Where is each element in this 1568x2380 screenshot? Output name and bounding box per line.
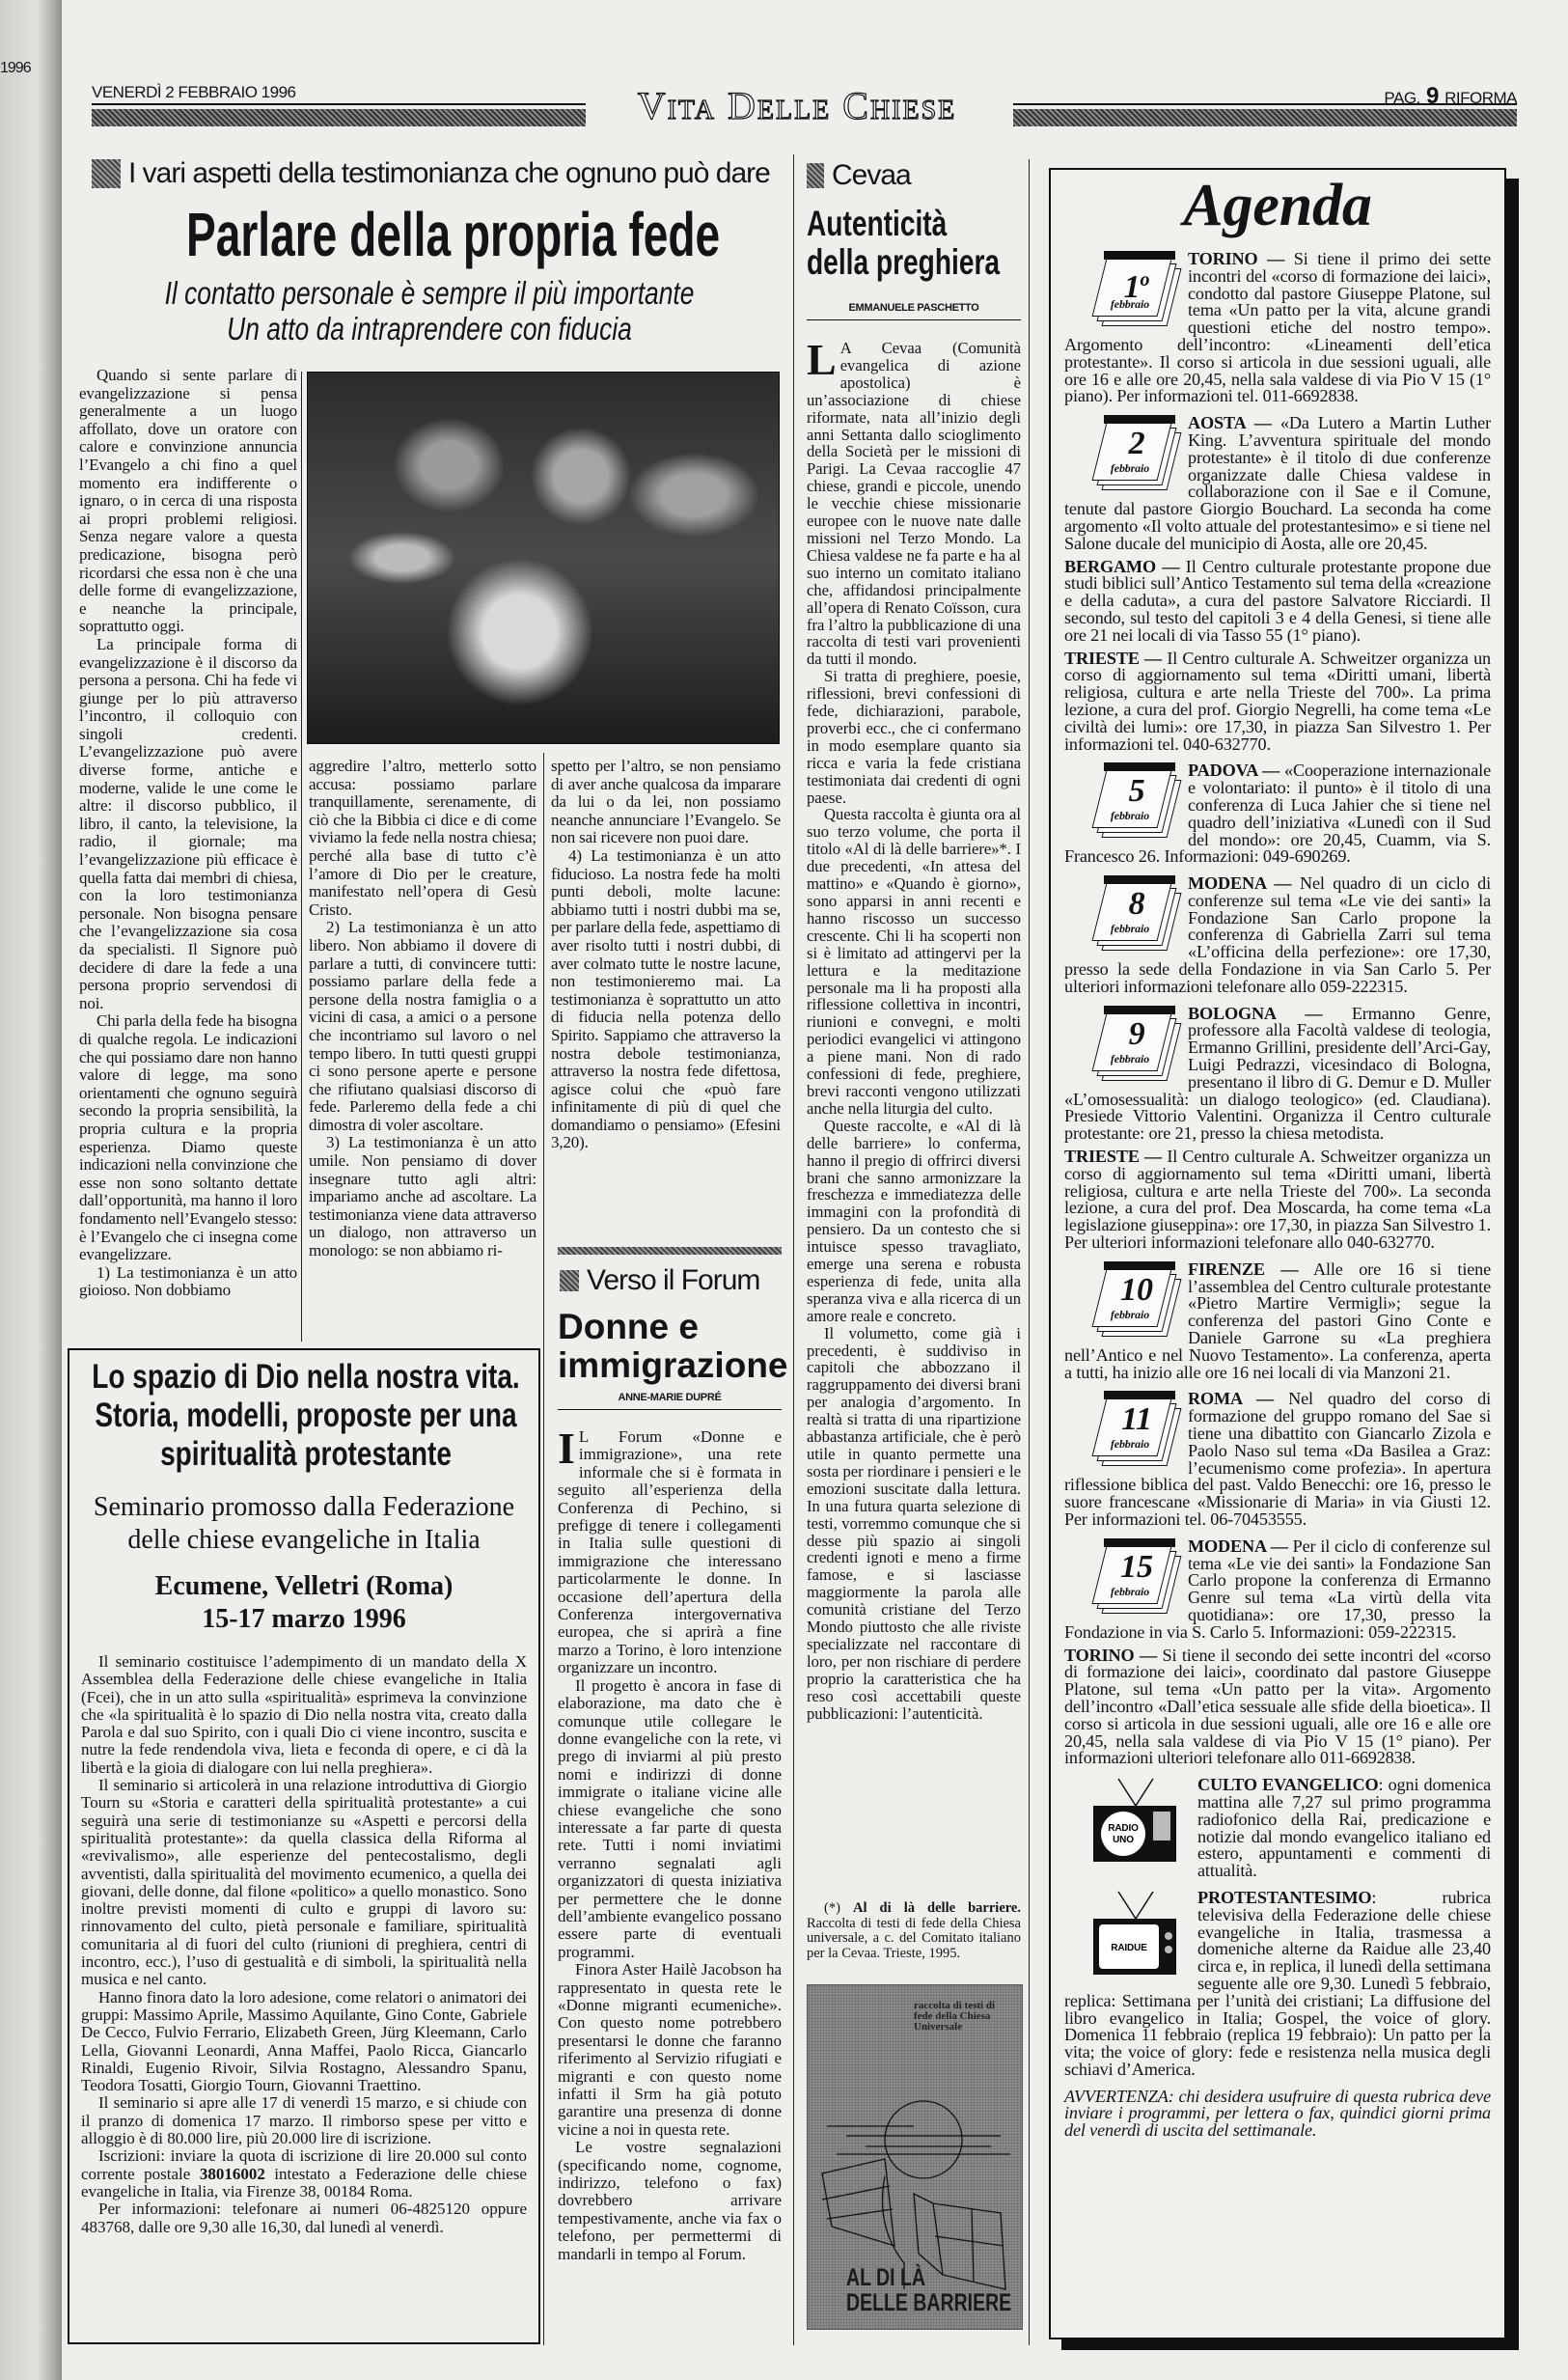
main-article-title: Parlare della propria fede <box>185 200 721 269</box>
paragraph: Queste raccolte, e «Al di là delle barriere» lo conferma, hanno il pregio di offrirci diversi brani che sanno armonizzare la freschezza e immediatezza delle immagini con la profondità di pensiero. Da un contesto che si intuisce spesso travagliato, emerge una serena e robusta esperienza di fede, unita alla speranza viva e alla ricerca di un amore reale e concreto. <box>807 1116 1021 1325</box>
calendar-month: febbraio <box>1110 297 1150 311</box>
paragraph: Il seminario si articolerà in una relazione introduttiva di Giorgio Tourn su «Storia e caratteri della spiritualità protestante» a cui seguirà una serie di testimonianze su «Aspetti e percorsi della spiritualità protestante»: da quella classica della Riforma al «revivalismo», alle esperienze del pentecostalismo, degli avventisti, dalla spiritualità del movimento ecumenico, a quella dei giovani, delle donne, dal filone «politico» a quello monastico. Sono inoltre previsti momenti di culto e gruppi di lavoro su: rinnovamento del culto, pietà personale e familiare, spiritualità comunitaria al di fuori del culto (riunioni di preghiera, centri di incontro, ecc.), l’uso di gestualità e di simboli, la spiritualità nella musica e nel canto. <box>81 1776 527 1989</box>
calendar-ordinal: o <box>1140 269 1150 291</box>
kicker-text: I vari aspetti della testimonianza che ognuno può dare <box>128 157 770 189</box>
adjacent-page-edge <box>0 0 62 2380</box>
calendar-month: febbraio <box>1110 922 1150 936</box>
calendar-day: 9 <box>1128 1015 1145 1052</box>
title-line-2: della preghiera <box>807 242 1001 282</box>
agenda-radio-entry <box>1064 1777 1491 1880</box>
program-name: PROTESTANTESIMO <box>1197 1889 1372 1907</box>
cover-title-line-1: AL DI LÀ <box>846 2264 925 2291</box>
entry-text: Per il ciclo di conferenze sul tema «Le vie dei santi» la Fondazione San Carlo propone la conferenza di Ermanno Genre sul tema «La virtù della vita quotidiana»: ore 17,30, presso la Fondazione in via S. Carlo 5. Informazioni: 059-222315. <box>1064 1537 1491 1642</box>
calendar-month: febbraio <box>1110 1437 1150 1452</box>
paragraph: La principale forma di evangelizzazione è il discorso da persona a persona. Chi ha fede vi giunge per lo più attraverso l’incontro, il colloquio con singoli credenti. L’evangelizzazione può avere diverse forme, antiche e moderne, valide le une come le altre: il discorso pubblico, il libro, il canto, la televisione, la radio, il giornale; ma l’evangelizzazione più efficace è quella fatta dai membri di chiesa, con la loro testimonianza personale. Non bisogna pensare che l’evangelizzazione sia cosa da specialisti. Il Signore può decidere di dare la fede a una persona proprio servendosi di noi. <box>79 634 297 1012</box>
calendar-month: febbraio <box>1110 1584 1150 1598</box>
kicker-text: Cevaa <box>832 159 911 191</box>
tv-logo: RAIDUE <box>1111 1942 1147 1953</box>
entry-text: Il Centro culturale A. Schweitzer organizza un corso di aggiornamento sul tema «Diritti umani, libertà religiosa, cultura e arte nella Trieste del 700». La seconda lezione, a cura del prof. Dea Moscarda, ha come tema «La legislazione giuseppina»: ore 17,30, in piazza San Silvestro 1. Per ulteriori informazioni telefonare allo 040-632770. <box>1064 1148 1491 1252</box>
kicker-square-icon <box>807 163 824 188</box>
radio-uno-tv-icon <box>1091 1777 1184 1866</box>
section-divider-bar <box>558 1247 782 1255</box>
section-title: Vita Delle Chiese <box>637 84 957 127</box>
calendar-icon <box>1080 875 1180 953</box>
paragraph: Finora Aster Hailè Jacobson ha rappresentato in questa rete le «Donne migranti ecumeniche». Con questo nome potrebbero presentarsi le donne che faranno riferimento al Servizio rifugiati e migranti e con questo nome infatti il Srm ha già potuto garantire una presenza di donne vicine a noi in questa rete. <box>558 1960 782 2139</box>
forum-author: ANNE-MARIE DUPRÉ <box>558 1392 782 1410</box>
entry-text: Alle ore 16 si tiene l’assemblea del Centro culturale protestante «Pietro Martire Vermigli»; segue la conferenza del pastori Gino Conte e Daniele Garrone su «La preghiera nell’Antico e nel Nuovo Testamento». La conferenza, aperta a tutti, ha inizio alle ore 16 nei locali di via Manzoni 21. <box>1064 1260 1491 1382</box>
entry-city: MODENA — <box>1188 875 1292 894</box>
calendar-icon <box>1080 1391 1180 1468</box>
paragraph: Hanno finora dato la loro adesione, come relatori o animatori dei gruppi: Massimo Aprile, Massimo Aquilante, Gino Conte, Gabriele De Cecco, Fulvio Ferrario, Elizabeth Green, Jürg Kleemann, Carlo Lella, Giovanni Leonardi, Anna Maffei, Paolo Ricca, Giancarlo Rinaldi, Eugenio Rivoir, Silvia Rostagno, Alessandro Spanu, Teodora Tosatti, Giorgio Tourn, Giovanni Traettino. <box>81 1987 527 2095</box>
paragraph: Si tratta di preghiere, poesie, riflessioni, brevi confessioni di fede, dichiarazioni, parabole, proverbi ecc., che ci confermano in modo esemplare quanto sia ricca e varia la fede cristiana testimoniata dai credenti di ogni paese. <box>807 667 1021 807</box>
agenda-entry <box>1064 875 1491 996</box>
raidue-tv-icon <box>1091 1890 1184 1979</box>
calendar-month: febbraio <box>1110 1051 1150 1065</box>
entry-city: MODENA — <box>1188 1537 1288 1556</box>
drop-cap: I <box>558 1428 575 1473</box>
paragraph: 2) La testimonianza è un atto libero. Non abbiamo il dovere di parlare a tutti, di convincere tutti: possiamo parlare della fede a persone della nostra famiglia o a vicini di casa, a amici o a persone che incontriamo sul lavoro o nel tempo libero. In tutti questi gruppi ci sono persone aperte e persone che rifiutano qualsiasi discorso di fede. Parleremo della fede a chi dimostra di voler ascoltare. <box>309 918 536 1134</box>
calendar-icon <box>1080 1006 1180 1083</box>
page-info <box>1351 83 1517 110</box>
calendar-month: febbraio <box>1110 1307 1150 1321</box>
agenda-entry <box>1064 559 1491 645</box>
forum-title: Donne e immigrazione <box>558 1307 788 1385</box>
calendar-icon <box>1080 1538 1180 1616</box>
paragraph: Il progetto è ancora in fase di elaborazione, ma dato che è comunque utile collegare le donne evangeliche con la rete, vi prego di inviarmi al più presto nomi e indirizzi di donne immigrate o italiane vicine alle chiese evangeliche che sono interessate a far parte di questa rete. Tutti i nomi inviatimi verranno segnalati agli organizzatori di questa iniziativa per permettere che le donne dell’ambiente evangelico possano essere parte di eventuali programmi. <box>558 1675 782 1961</box>
column-rule <box>301 372 302 1342</box>
kicker-square-icon <box>92 159 121 188</box>
paragraph: Il volumetto, come già i precedenti, è suddiviso in capitoli che abbozzano il raggruppamento dei diversi brani per analogia d’argomento. In realtà si tratta di una ripartizione abbastanza artificiale, che è però utile in quanto permette una sosta per riordinare i pensieri e le emozioni suscitate dalla lettura. In una futura quarta selezione di testi, vorremmo comunque che si desse più spazio ai singoli credenti ignoti e meno a firme famose, e si lasciasse maggiormente la parola alle comunità cristiane del Terzo Mondo piuttosto che alle riviste specializzate nel raccontare di loro, per non rischiare di perdere proprio la caratteristica che ha reso così accettabili queste pubblicazioni: l’autenticità. <box>807 1323 1021 1723</box>
paragraph: 4) La testimonianza è un atto fiducioso. La nostra fede ha molti punti deboli, molte lacune: abbiamo tutti i nostri dubbi ma se, per parlare della fede, aspettiamo di aver risolto tutti i nostri dubbi, di aver colmato tutte le nostre lacune, non testimonieremo mai. La testimonianza è soprattutto un atto di fiducia nella potenza dello Spirito. Sappiamo che attraverso la nostra debole testimonianza, attraverso la nostra fede difettosa, agisce colui che «può fare infinitamente di più di quel che domandiamo o pensiamo» (Efesini 3,20). <box>551 845 781 1152</box>
page-label: PAG. <box>1384 89 1420 107</box>
agenda-entry <box>1064 762 1491 866</box>
paragraph: 1) La testimonianza è un atto gioioso. Non dobbiamo <box>79 1262 297 1300</box>
subtitle-line-2: Un atto da intraprendere con fiducia <box>227 311 632 346</box>
radio-logo-line-1: RADIO <box>1108 1823 1139 1835</box>
adjacent-page-year: 1996 <box>0 60 31 76</box>
seminar-dates: 15-17 marzo 1996 <box>202 1604 406 1634</box>
main-article-subtitle <box>159 275 700 346</box>
entry-text: Il Centro culturale A. Schweitzer organizza un corso di aggiornamento sul tema «Diritti umani, libertà religiosa, cultura e arte nella Trieste del 700». La prima lezione, a cura del prof. Giorgio Negrelli, ha come tema «Le civiltà dei lumi»: ore 17,30, in piazza San Silvestro 1. Per informazioni tel. 040-632770. <box>1064 650 1491 754</box>
entry-city: BERGAMO — <box>1064 558 1180 576</box>
entry-city: TRIESTE — <box>1064 1148 1163 1167</box>
enrollment-paragraph <box>81 2147 527 2200</box>
program-name: CULTO EVANGELICO <box>1197 1777 1379 1795</box>
footnote-mark: (*) <box>824 1901 853 1916</box>
paragraph: spetto per l’altro, se non pensiamo di aver anche qualcosa da imparare da lui o da lei, non possiamo neanche annunciare l’Evangelo. Se non sai ricevere non puoi dare. <box>551 758 781 847</box>
paragraph: 3) La testimonianza è un atto umile. Non pensiamo di dover insegnare tutto agli altri: impariamo anche ad ascoltare. La testimonianza viene data attraverso un dialogo, non attraverso un monologo: se non abbiamo ri- <box>309 1133 536 1260</box>
agenda-entry <box>1064 1148 1491 1252</box>
main-article-kicker <box>92 157 770 190</box>
enrollment-text: intestato a Federazione delle chiese evangeliche in Italia, via Firenze 38, 00184 Roma. <box>81 2164 527 2200</box>
main-article-column-1 <box>79 367 297 1343</box>
calendar-month: febbraio <box>1110 461 1150 476</box>
photo-family-reading <box>307 372 780 744</box>
calendar-icon <box>1080 415 1180 492</box>
agenda-entry <box>1064 1006 1491 1143</box>
book-cover-image <box>807 1984 1023 2330</box>
calendar-icon <box>1080 762 1180 840</box>
cover-subtitle: raccolta di testi di fede della Chiesa Universale <box>914 2000 996 2033</box>
cevaa-kicker <box>807 159 911 192</box>
seminar-announcement-box <box>68 1348 540 2344</box>
agenda-tv-entry <box>1064 1890 1491 2079</box>
agenda-entry <box>1064 1647 1491 1768</box>
entry-text: Ermanno Genre, professore alla Facoltà valdese di teologia, Ermanno Grillini, presidente dell’Arci-Gay, Luigi Pedrazzi, vicesindaco di Bologna, presentano il libro di G. Demur e D. Muller «L’omosessualità: un dialogo teologico» (ed. Claudiana). Presiede Vittorio Valentini. Organizza il Centro culturale protestante: ore 21, presso la chiesa metodista. <box>1064 1005 1491 1144</box>
agenda-notice: AVVERTENZA: chi desidera usufruire di questa rubrica deve inviare i programmi, per lettera o fax, quindici giorni prima del venerdì di uscita del settimanale. <box>1064 2086 1491 2141</box>
entry-city: BOLOGNA — <box>1188 1005 1323 1023</box>
publication-name: RIFORMA <box>1444 89 1517 107</box>
entry-city: ROMA — <box>1188 1391 1275 1409</box>
entry-city: TRIESTE — <box>1064 650 1163 668</box>
calendar-day: 10 <box>1120 1271 1153 1308</box>
agenda-entry <box>1064 1391 1491 1528</box>
paragraph: Il seminario costituisce l’adempimento di un mandato della X Assemblea della Federazione delle chiese evangeliche in Italia (Fcei), che in un atto sulla «spiritualità» esprimeva la convinzione che «la spiritualità è lo spazio di Dio nella nostra vita, creato dalla Parola e dal suo Spirito, con i quali Dio ci viene incontro, suscita e nutre la fede rendendola viva, lieta e feconda di opere, e ci dà la libertà e la gioia di dialogare con lui nella preghiera». <box>81 1652 527 1777</box>
entry-text: Nel quadro di un ciclo di conferenze sul tema «Le vie dei santi» la Fondazione San Carlo propone la conferenza di Gabriella Zarri sul tema «L’officina della perfezione»: ore 17,30, presso la sede della Fondazione in via San Carlo 5. Per ulteriori informazioni telefonare allo 059-222315. <box>1064 875 1491 996</box>
forum-body <box>558 1428 782 2345</box>
footnote-text: Raccolta di testi di fede della Chiesa universale, a c. del Comitato italiano per la Cevaa. Trieste, 1995. <box>807 1915 1021 1961</box>
forum-kicker <box>560 1264 759 1297</box>
entry-text: «Da Lutero a Martin Luther King. L’avventura spirituale del mondo protestante» è il titolo di due conferenze organizzate dalle Chiesa valdese in collaborazione con il Sae e il Comune, tenute dal pastore Giorgio Bouchard. La seconda ha come argomento «Il volto attuale del protestantesimo» e si tiene nel Salone ducale del municipio di Aosta, alle ore 20,45. <box>1064 415 1491 553</box>
calendar-day: 11 <box>1121 1401 1152 1438</box>
entry-city: TORINO — <box>1188 251 1285 268</box>
column-rule <box>543 753 544 2345</box>
header-rule-left <box>92 103 586 105</box>
calendar-day: 2 <box>1128 426 1145 462</box>
calendar-day: 8 <box>1128 886 1145 923</box>
paragraph: Questa raccolta è giunta ora al suo terzo volume, che porta il titolo «Al di là delle barriere»*. I due precedenti, «In attesa del mattino» e «Quando è giorno», sono apparsi in anni recenti e hanno riscosso un successo crescente. Chi li ha scoperti non si è limitato ad attingervi per la lettura e la meditazione personale ma li ha proposti alla riflessione collettiva in incontri, riunioni e convegni, e molti periodici evangelici vi attingono a piene mani. Non di rado confessioni di fede, preghiere, brevi racconti vengono utilizzati anche nella liturgia del culto. <box>807 805 1021 1118</box>
cevaa-footnote <box>807 1901 1021 1980</box>
entry-text: Il Centro culturale protestante propone due studi biblici sull’Antico Testamento sul tema della «creazione e della caduta», a cura del pastore Salvatore Ricciardi. Il secondo, sul testo del capitoli 3 e 4 della Genesi, si tiene alle ore 21 nei locali di via Tasso 55 (1° piano). <box>1064 558 1491 645</box>
entry-city: PADOVA — <box>1188 762 1280 781</box>
header-bar-right <box>1013 109 1517 126</box>
entry-city: FIRENZE — <box>1188 1260 1299 1279</box>
paragraph: Le vostre segnalazioni (specificando nome, cognome, indirizzo, telefono o fax) dovrebbero arrivare tempestivamente, anche via fax o telefono, per permettermi di mandarli in tempo al Forum. <box>558 2138 782 2263</box>
agenda-entry <box>1064 251 1491 405</box>
calendar-day: 5 <box>1128 773 1145 810</box>
drop-cap: L <box>807 340 837 384</box>
calendar-day: 15 <box>1120 1548 1153 1585</box>
calendar-icon <box>1080 251 1180 328</box>
header-bar-left <box>92 109 586 126</box>
entry-text: Si tiene il primo dei sette incontri del «corso di formazione dei laici», condotto dal pastore Giuseppe Platone, sul tema «Un patto per la vita, alcune grandi questioni etiche del nostro tempo». Argomento dell’incontro: «Lineamenti dell’etica protestante». Il corso si articola in due sessioni uguali, alle ore 16 e alle ore 20,45, nella sala valdese di via Pio V 15 (1° piano). Per informazioni tel. 011-6692838. <box>1064 251 1491 406</box>
enrollment-text: Iscrizioni: inviare la quota di iscrizione di lire 20.000 sul conto corrente postale <box>81 2146 527 2183</box>
kicker-square-icon <box>560 1270 579 1291</box>
cevaa-body <box>807 340 1021 1896</box>
entry-city: TORINO — <box>1064 1647 1158 1665</box>
agenda-title: Agenda <box>1183 173 1372 238</box>
calendar-day: 1 <box>1123 269 1141 305</box>
cevaa-title <box>807 205 1000 282</box>
seminar-body <box>81 1653 527 2236</box>
main-article-column-3 <box>551 758 781 1240</box>
subtitle-line-1: Il contatto personale è sempre il più importante <box>164 275 695 311</box>
entry-text: Nel quadro del corso di formazione del gruppo romano del Sae si tiene una dibattito con Giancarlo Zizola e Paolo Naso sul tema «Da Basilea a Graz: l’ecumenismo come profezia». In apertura riflessione biblica del past. Valdo Benecchi: ore 16, presso le suore francescane «Missionarie di Maria» in via Giusti 12. Per informazioni tel. 06-70453555. <box>1064 1391 1491 1529</box>
title-line-1: Autenticità <box>807 204 948 243</box>
kicker-text: Verso il Forum <box>587 1264 760 1296</box>
program-text: : ogni domenica mattina alle 7,27 sul primo programma radiofonico della Rai, predicazione e notizie dal mondo evangelico italiano ed estero, appuntamenti e commenti di attualità. <box>1197 1777 1491 1880</box>
program-text: : rubrica televisiva della Federazione delle chiese evangeliche in Italia, trasmessa a domeniche alterne da Raidue alle 23,40 circa e, in replica, il lunedì della settimana seguente alle ore 9,30. Lunedì 5 febbraio, replica: Settimana per l’unità dei cristiani; La diffusione del libro evangelico in Italia; Gospel, the voice of glory. Domenica 11 febbraio (replica 19 febbraio): Un patto per la vita; the voice of glory: fede e resistenza nella musica degli schiavi d’America. <box>1064 1889 1491 2079</box>
entry-text: Si tiene il secondo dei sette incontri del «corso di formazione dei laici», coordinato dal pastore Giuseppe Platone, sul tema «Un patto per la vita». Argomento dell’incontro «Dall’etica sessuale alle sfide della bioetica». Il corso si articola in due sessioni uguali, alle ore 16 e alle ore 20,45, nella sala valdese di via Pio V 15 (1° piano). Per informazioni ulteriori telefonare allo 011-6692838. <box>1064 1647 1491 1768</box>
main-article-column-2 <box>309 758 536 1342</box>
agenda-box <box>1049 168 1506 2339</box>
paragraph: A Cevaa (Comunità evangelica di azione apostolica) è un’associazione di chiese riformate, nata all’inizio degli anni Settanta dallo scioglimento della Società per le missioni di Parigi. La Cevaa raccoglie 47 chiese, grandi e piccole, unendo le vecchie chiese missionarie europee con le nuove nate dalle missioni nel Terzo Mondo. La Chiesa valdese ne fa parte e ha al suo interno un comitato italiano che, affidandosi principalmente all’opera di Renato Coïsson, cura fra l’altro la pubblicazione di una raccolta di testi vari provenienti da tutti il mondo. <box>807 340 1021 669</box>
paragraph: Il seminario si apre alle 17 di venerdì 15 marzo, e si chiude con il pranzo di domenica 17 marzo. Il rimborso spese per vitto e alloggio è di 80.000 lire, più 20.000 lire di iscrizione. <box>81 2093 527 2148</box>
seminar-location: Ecumene, Velletri (Roma) <box>154 1571 454 1601</box>
paragraph: aggredire l’altro, metterlo sotto accusa: possiamo parlare tranquillamente, serenamente, di ciò che la Bibbia ci dice e di come viviamo la fede nella nostra chiesa; perché alla base di tutto c’è l’amore di Dio per le creature, manifestato nell’opera di Gesù Cristo. <box>309 758 536 919</box>
column-rule <box>793 154 794 2345</box>
agenda-entry <box>1064 1261 1491 1382</box>
issue-date: VENERDÌ 2 FEBBRAIO 1996 <box>92 83 296 101</box>
calendar-icon <box>1080 1261 1180 1339</box>
paragraph: L Forum «Donne e immigrazione», una rete informale che si è formata in seguito all’esperienza della Conferenza di Pechino, si prefigge di tenere i collegamenti in Italia sulle questioni di immigrazione che interessano particolarmente le donne. In occasione dell’apertura della Conferenza intergovernativa europea, che si aprirà a fine marzo a Torino, è loro intenzione organizzare un incontro. <box>558 1428 782 1677</box>
column-rule <box>1029 159 1030 2345</box>
entry-text: «Cooperazione internazionale e volontariato: il punto» è il titolo di una conferenza di Luca Jahier che si tiene nel quadro dell’iniziativa «Lunedì con il Sud del mondo»: ore 20,45, Cuamm, via S. Francesco 26. Informazioni: 049-690269. <box>1064 762 1491 867</box>
contact-paragraph: Per informazioni: telefonare ai numeri 06-4825120 oppure 483768, dalle ore 9,30 alle 16,30, dal lunedì al venerdì. <box>81 2200 527 2236</box>
cover-title <box>846 2265 1011 2315</box>
radio-logo-line-2: UNO <box>1113 1835 1134 1846</box>
footnote-book-title: Al di là delle barriere. <box>852 1901 1021 1916</box>
agenda-entry <box>1064 650 1491 754</box>
agenda-entry <box>1064 1538 1491 1642</box>
page-number: 9 <box>1426 83 1439 109</box>
seminar-subtitle: Seminario promosso dalla Federazione delle chiese evangeliche in Italia <box>93 1492 515 1555</box>
entry-city: AOSTA — <box>1188 415 1272 433</box>
agenda-entry <box>1064 415 1491 552</box>
cevaa-author: EMMANUELE PASCHETTO <box>807 302 1021 320</box>
paragraph: Quando si sente parlare di evangelizzazione si pensa generalmente a un luogo affollato, dove un oratore con calore e convinzione annuncia l’Evangelo a chi fino a quel momento era indifferente o ignaro, o in cerca di una risposta ai propri problemi religiosi. Senza negare valore a questa predicazione, bisogna però ricordarsi che essa non è che una delle forme di evangelizzazione, e neanche la principale, soprattutto oggi. <box>79 367 297 636</box>
postal-account-number: 38016002 <box>199 2164 265 2183</box>
paragraph: Chi parla della fede ha bisogna di qualche regola. Le indicazioni che qui possiamo dare non hanno valore di legge, ma sono orientamenti che ognuno seguirà secondo la propria sensibilità, la propria cultura e la propria esperienza. Diamo queste indicazioni nella convinzione che esse non sono soltanto dettate dall’opportunità, ma hanno il loro fondamento nell’Evangelo stesso: è l’Evangelo che ci insegna come evangelizzare. <box>79 1011 297 1264</box>
seminar-title: Lo spazio di Dio nella nostra vita. Storia, modelli, proposte per una spiritualità protestante <box>92 1358 520 1473</box>
calendar-month: febbraio <box>1110 809 1150 823</box>
cover-title-line-2: DELLE BARRIERE <box>846 2289 1012 2316</box>
